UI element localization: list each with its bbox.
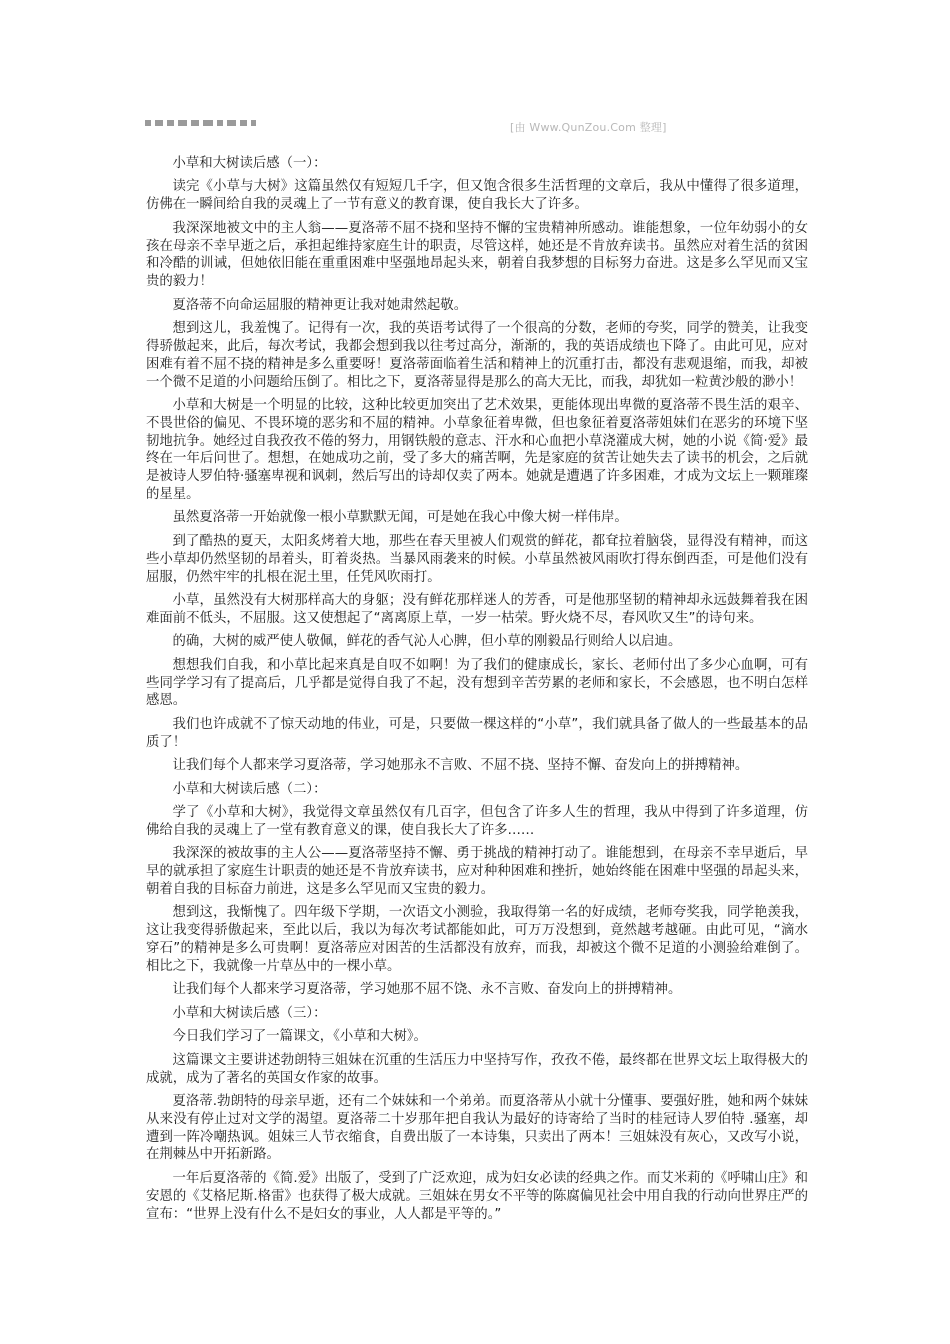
paragraph: 我们也许成就不了惊天动地的伟业，可是，只要做一棵这样的“小草”，我们就具备了做人的一些最基本的品质了！	[146, 716, 808, 750]
paragraph: 这篇课文主要讲述勃朗特三姐妹在沉重的生活压力中坚持写作，孜孜不倦，最终都在世界文坛上取得极大的成就，成为了著名的英国女作家的故事。	[146, 1052, 808, 1086]
paragraph: 虽然夏洛蒂一开始就像一根小草默默无闻，可是她在我心中像大树一样伟岸。	[172, 510, 628, 526]
source-watermark: [由 Www.QunZou.Com 整理]	[510, 121, 667, 134]
paragraph: 想想我们自我，和小草比起来真是自叹不如啊！为了我们的健康成长，家长、老师付出了多少心血啊，可有些同学学习有了提高后，几乎都是觉得自我了不起，没有想到辛苦劳累的老师和家长，不会感恩，也不明白怎样感恩。	[146, 657, 808, 709]
paragraph: 夏洛蒂.勃朗特的母亲早逝，还有二个妹妹和一个弟弟。而夏洛蒂从小就十分懂事、要强好胜，她和两个妹妹从来没有停止过对文学的渴望。夏洛蒂二十岁那年把自我认为最好的诗寄给了当时的桂冠诗人罗伯特 .骚塞，却遭到一阵冷嘲热讽。姐妹三人节衣缩食，自费出版了一本诗集，只卖出了两本！三姐妹没有灰心，又改写小说，在荆棘丛中开拓新路。	[146, 1094, 808, 1163]
paragraph: 小草和大树是一个明显的比较，这种比较更加突出了艺术效果，更能体现出卑微的夏洛蒂不畏生活的艰辛、不畏世俗的偏见、不畏环境的恶劣和不屈的精神。小草象征着卑微，但也象征着夏洛蒂姐妹们在恶劣的环境下坚韧地抗争。她经过自我孜孜不倦的努力，用钢铁般的意志、汗水和心血把小草浇灌成大树，她的小说《简·爱》最终在一年后问世了。想想，在她成功之前，受了多大的痛苦啊，先是家庭的贫苦让她失去了读书的机会，之后就是被诗人罗伯特·骚塞卑视和讽刺，然后写出的诗却仅卖了两本。她就是遭遇了许多困难，才成为文坛上一颗璀璨的星星。	[146, 398, 808, 502]
paragraph: 想到这，我惭愧了。四年级下学期，一次语文小测验，我取得第一名的好成绩，老师夸奖我，同学艳羡我，这让我变得骄傲起来，至此以后，我以为每次考试都能如此，可万万没想到，竟然越考越砸。由此可见，“滴水穿石”的精神是多么可贵啊！夏洛蒂应对困苦的生活都没有放弃，而我，却被这个微不足道的小测验给难倒了。相比之下，我就像一片草丛中的一棵小草。	[146, 905, 808, 974]
section-heading-1: 小草和大树读后感（一）：	[172, 156, 327, 171]
paragraph: 一年后夏洛蒂的《简.爱》出版了，受到了广泛欢迎，成为妇女必读的经典之作。而艾米莉的《呼啸山庄》和安恩的《艾格尼斯.格雷》也获得了极大成就。三姐妹在男女不平等的陈腐偏见社会中用自我的行动向世界庄严的宣布：“世界上没有什么不是妇女的事业，人人都是平等的。”	[146, 1170, 808, 1222]
paragraph: 让我们每个人都来学习夏洛蒂，学习她那不屈不饶、永不言败、奋发向上的拼搏精神。	[172, 982, 682, 998]
paragraph: 让我们每个人都来学习夏洛蒂，学习她那永不言败、不屈不挠、坚持不懈、奋发向上的拼搏精神。	[172, 758, 749, 774]
section-heading-2: 小草和大树读后感（二）：	[172, 781, 327, 797]
paragraph: 想到这儿，我羞愧了。记得有一次，我的英语考试得了一个很高的分数，老师的夸奖，同学的赞美，让我变得骄傲起来，此后，每次考试，我都会想到我以往考过高分，渐渐的，我的英语成绩也下降了。由此可见，应对困难有着不屈不挠的精神是多么重要呀！夏洛蒂面临着生活和精神上的沉重打击，都没有悲观退缩，而我，却被一个微不足道的小问题给压倒了。相比之下，夏洛蒂显得是那么的高大无比，而我，却犹如一粒黄沙般的渺小！	[146, 321, 808, 390]
paragraph: 到了酷热的夏天，太阳炙烤着大地，那些在春天里被人们观赏的鲜花，都耷拉着脑袋，显得没有精神，而这些小草却仍然坚韧的昂着头，盯着炎热。当暴风雨袭来的时候。小草虽然被风雨吹打得东倒西歪，可是他们没有屈服，仍然牢牢的扎根在泥土里，任凭风吹雨打。	[146, 533, 808, 585]
paragraph: 的确，大树的威严使人敬佩，鲜花的香气沁人心脾，但小草的刚毅品行则给人以启迪。	[172, 634, 682, 650]
paragraph: 学了《小草和大树》，我觉得文章虽然仅有几百字，但包含了许多人生的哲理，我从中得到了许多道理，仿佛给自我的灵魂上了一堂有教育意义的课，使自我长大了许多……	[146, 805, 808, 838]
paragraph: 小草，虽然没有大树那样高大的身躯；没有鲜花那样迷人的芳香，可是他那坚韧的精神却永远鼓舞着我在困难面前不低头，不屈服。这又使想起了“离离原上草，一岁一枯荣。野火烧不尽，春风吹又生”的诗句来。	[146, 593, 808, 626]
paragraph: 今日我们学习了一篇课文，《小草和大树》。	[172, 1029, 427, 1045]
section-heading-3: 小草和大树读后感（三）：	[172, 1005, 327, 1021]
faded-header-marks	[145, 112, 285, 120]
paragraph: 夏洛蒂不向命运屈服的精神更让我对她肃然起敬。	[172, 297, 468, 313]
paragraph: 读完《小草与大树》这篇虽然仅有短短几千字，但又饱含很多生活哲理的文章后，我从中懂得了很多道理，仿佛在一瞬间给自我的灵魂上了一节有意义的教育课，使自我长大了许多。	[146, 179, 808, 213]
paragraph: 我深深地被文中的主人翁——夏洛蒂不屈不挠和坚持不懈的宝贵精神所感动。谁能想象，一位年幼弱小的女孩在母亲不幸早逝之后，承担起维持家庭生计的职责，尽管这样，她还是不肯放弃读书。虽然应对着生活的贫困和冷酷的训诫，但她依旧能在重重困难中坚强地昂起头来，朝着自我梦想的目标努力奋进。这是多么罕见而又宝贵的毅力！	[146, 220, 808, 290]
paragraph: 我深深的被故事的主人公——夏洛蒂坚持不懈、勇于挑战的精神打动了。谁能想到，在母亲不幸早逝后，早早的就承担了家庭生计职责的她还是不肯放弃读书，应对种种困难和挫折，她始终能在困难中坚强的昂起头来，朝着自我的目标奋力前进，这是多么罕见而又宝贵的毅力。	[146, 846, 808, 897]
article-body	[146, 155, 808, 1229]
